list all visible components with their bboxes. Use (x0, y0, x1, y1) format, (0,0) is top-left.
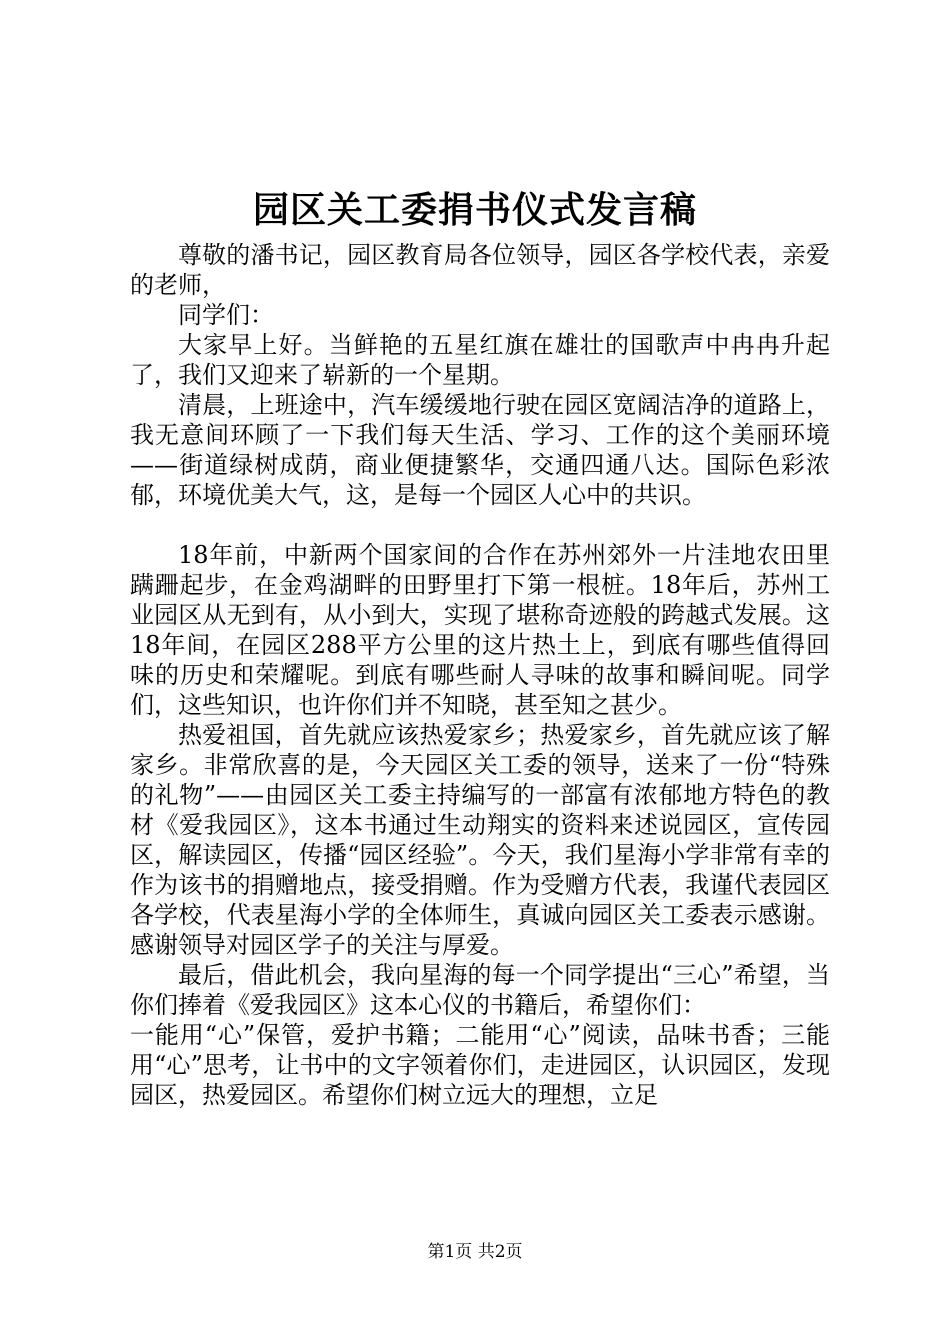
paragraph-students: 同学们： (178, 301, 274, 329)
paragraph-gift: 热爱祖国，首先就应该热爱家乡；热爱家乡，首先就应该了解家乡。非常欣喜的是，今天园区关工委的领导，送来了一份“特殊的礼物”——由园区关工委主持编写的一部富有浓郁地方特色的教材《爱我园区》，这本书通过生动翔实的资料来述说园区，宣传园区，解读园区，传播“园区经验”。今天，我们星海小学非常有幸的作为该书的捐赠地点，接受捐赠。作为受赠方代表，我谨代表园区各学校，代表星海小学的全体师生，真诚向园区关工委表示感谢。感谢领导对园区学子的关注与厚爱。 (130, 721, 830, 959)
paragraph-greeting: 大家早上好。当鲜艳的五星红旗在雄壮的国歌声中冉冉升起了，我们又迎来了崭新的一个星期。 (130, 331, 830, 389)
paragraph-three-hearts: 一能用“心”保管，爱护书籍；二能用“心”阅读，品味书香；三能用“心”思考，让书中的文字领着你们，走进园区，认识园区，发现园区，热爱园区。希望你们树立远大的理想，立足 (130, 1021, 830, 1109)
paragraph-hopes: 最后，借此机会，我向星海的每一个同学提出“三心”希望，当你们捧着《爱我园区》这本心仪的书籍后，希望你们： (130, 961, 830, 1019)
document-title: 园区关工委捐书仪式发言稿 (252, 189, 697, 231)
page-footer: 第1页 共2页 (427, 1242, 523, 1262)
paragraph-spacer (130, 510, 830, 540)
document-body (130, 240, 830, 1110)
paragraph-history: 18年前，中新两个国家间的合作在苏州郊外一片洼地农田里蹒跚起步，在金鸡湖畔的田野里打下第一根桩。18年后，苏州工业园区从无到有，从小到大，实现了堪称奇迹般的跨越式发展。这18年间，在园区288平方公里的这片热土上，到底有哪些值得回味的历史和荣耀呢。到底有哪些耐人寻味的故事和瞬间呢。同学们，这些知识，也许你们并不知晓，甚至知之甚少。 (130, 541, 830, 719)
paragraph-morning: 清晨，上班途中，汽车缓缓地行驶在园区宽阔洁净的道路上，我无意间环顾了一下我们每天生活、学习、工作的这个美丽环境——街道绿树成荫，商业便捷繁华，交通四通八达。国际色彩浓郁，环境优美大气，这，是每一个园区人心中的共识。 (130, 391, 830, 509)
paragraph-salutation: 尊敬的潘书记，园区教育局各位领导，园区各学校代表，亲爱的老师， (130, 241, 830, 299)
